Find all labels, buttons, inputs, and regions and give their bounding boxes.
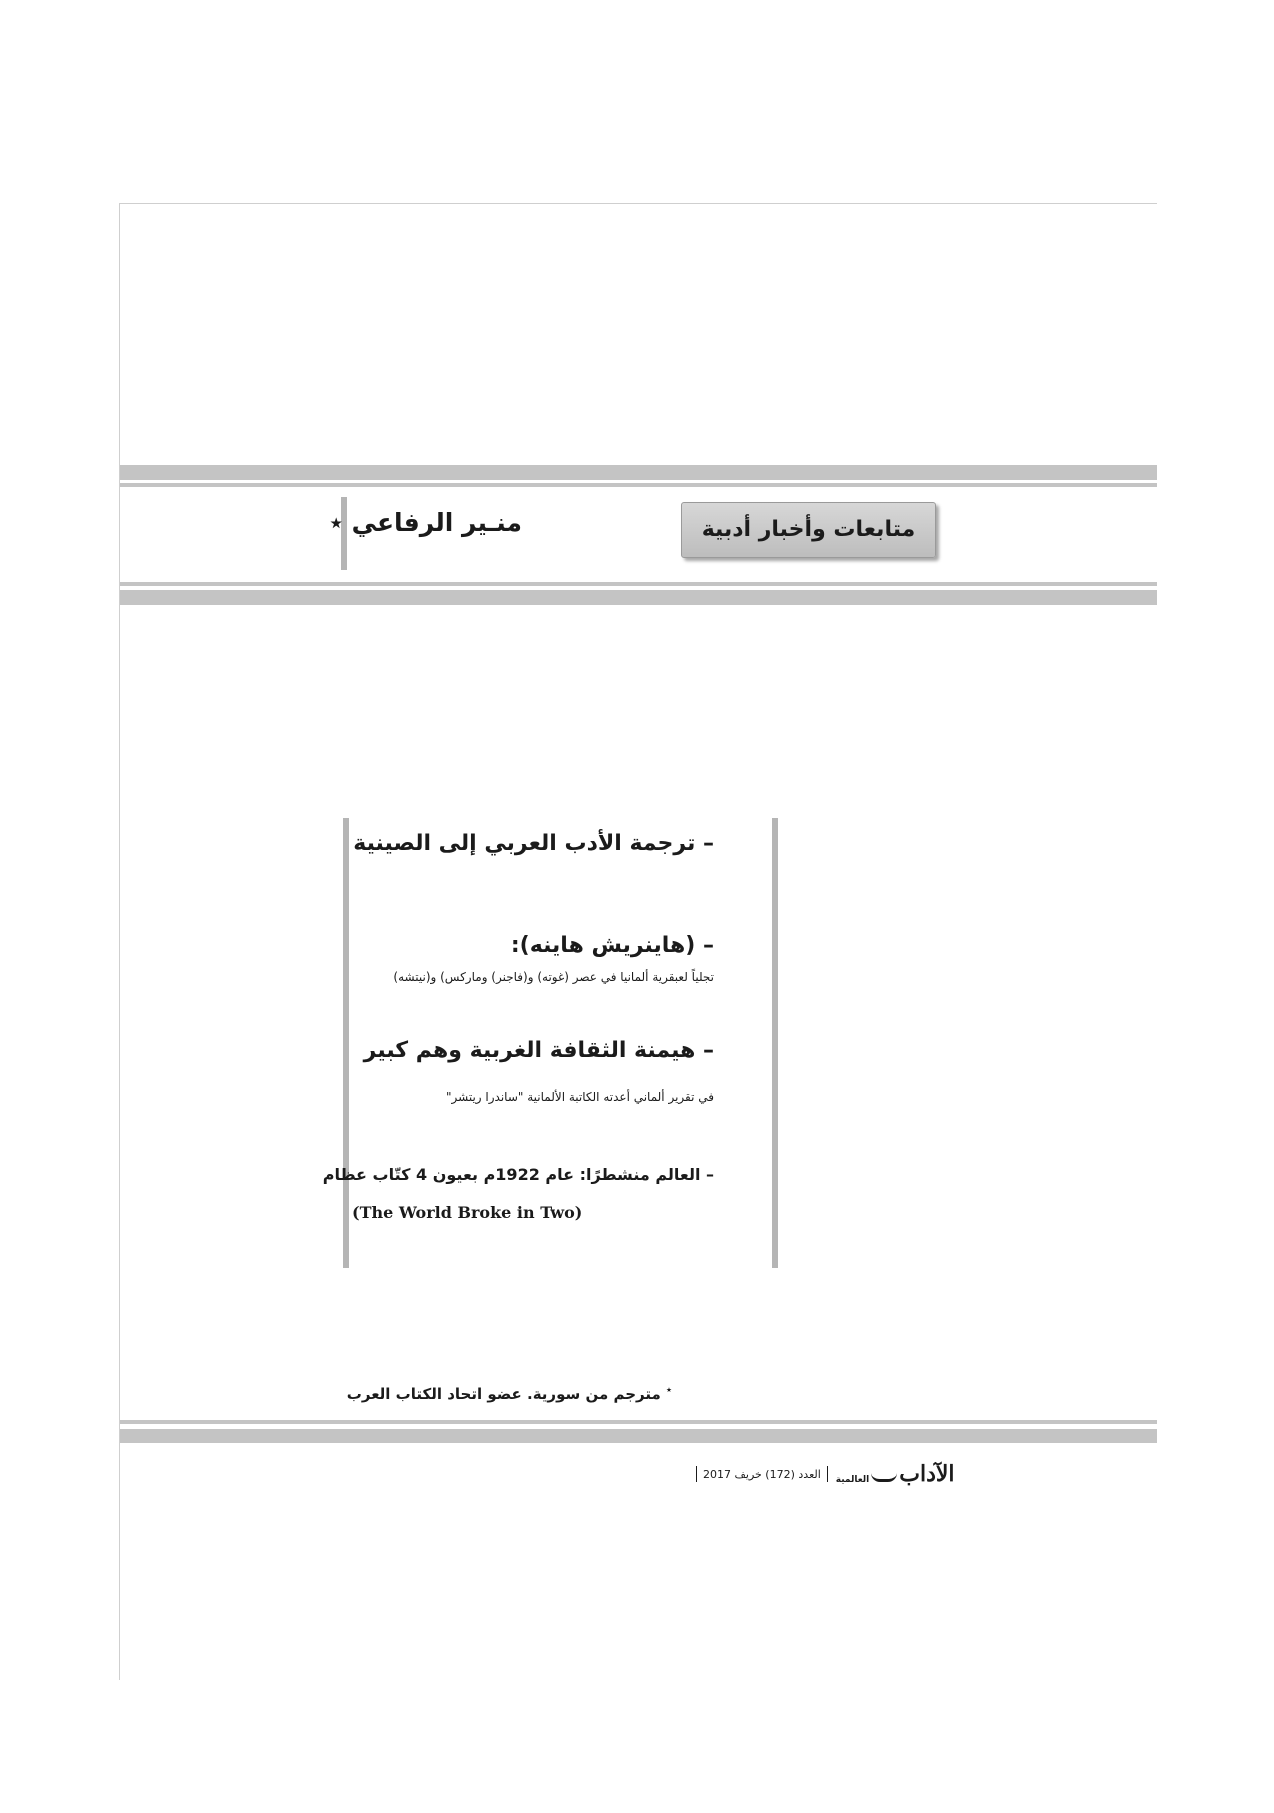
footnote-text: مترجم من سورية. عضو اتحاد الكتاب العرب	[346, 1385, 661, 1403]
contents-item-2-subtitle: تجلياً لعبقرية ألمانيا في عصر (غوته) و(فاجنر) وماركس) و(نيتشه)	[393, 970, 714, 984]
issue-info: العدد (172) خريف 2017	[703, 1467, 821, 1481]
contents-item-3: – هيمنة الثقافة الغربية وهم كبير	[363, 1038, 714, 1063]
page-footer	[690, 1460, 955, 1488]
footer-separator	[696, 1466, 697, 1482]
logo-main-text: الآداب	[899, 1461, 955, 1487]
contents-item-4-subtitle: (The World Broke in Two)	[352, 1203, 583, 1222]
author-name: منـير الرفاعي ٭	[329, 508, 522, 537]
footnote-marker: ٭	[666, 1383, 672, 1396]
header-band-bottom-thin	[120, 582, 1157, 586]
header-band-top-thin	[120, 483, 1157, 487]
author-footnote	[346, 1383, 672, 1403]
footer-band	[120, 1429, 1157, 1443]
footer-band-thin	[120, 1420, 1157, 1424]
header-band-bottom	[120, 590, 1157, 605]
header-band-top	[120, 465, 1157, 480]
section-label: متابعات وأخبار أدبية	[681, 502, 936, 558]
page-frame-left	[119, 203, 120, 1680]
logo-sub-text: العالمية	[835, 1475, 870, 1485]
logo-swoosh-icon	[871, 1473, 897, 1482]
contents-border-left	[343, 818, 349, 1268]
contents-item-4: – العالم منشطرًا: عام 1922م بعيون 4 كتّاب عظام	[322, 1165, 714, 1184]
footer-separator	[827, 1466, 828, 1482]
page-frame-top	[119, 203, 1157, 204]
magazine-logo	[834, 1463, 955, 1485]
contents-item-2: – (هاينريش هاينه):	[510, 933, 714, 958]
contents-item-1: – ترجمة الأدب العربي إلى الصينية	[353, 831, 714, 856]
contents-border-right	[772, 818, 778, 1268]
contents-item-3-subtitle: في تقرير ألماني أعدته الكاتبة الألمانية "ساندرا ريتشر"	[445, 1090, 714, 1104]
